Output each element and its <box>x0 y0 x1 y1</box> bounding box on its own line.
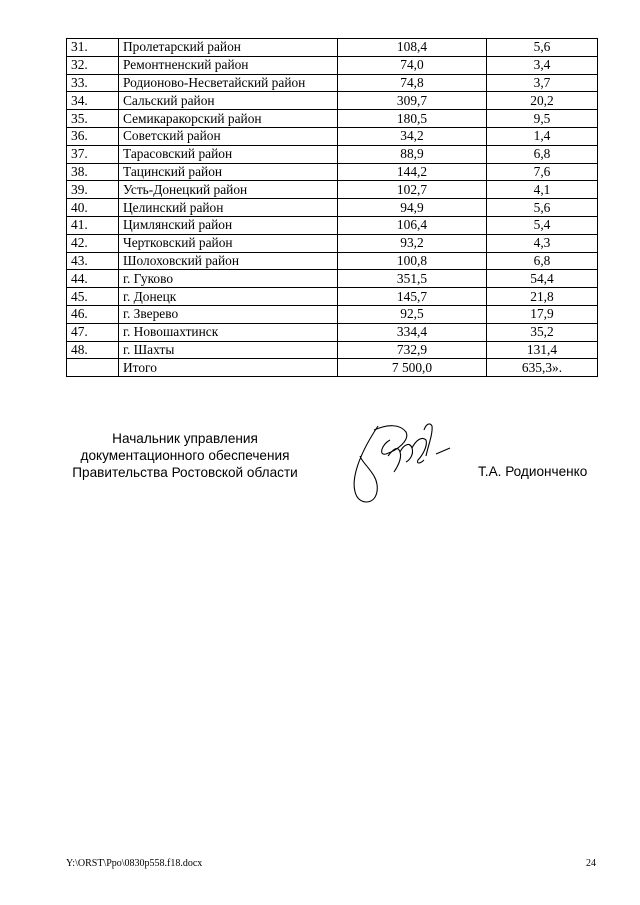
row-name: Советский район <box>119 127 338 145</box>
row-name: Шолоховский район <box>119 252 338 270</box>
row-value-1: 34,2 <box>338 127 487 145</box>
table-row <box>67 199 598 217</box>
page-number: 24 <box>586 858 596 869</box>
table-row <box>67 234 598 252</box>
handwritten-signature <box>338 416 458 511</box>
row-number: 48. <box>67 341 119 359</box>
row-name: Тацинский район <box>119 163 338 181</box>
table-row <box>67 252 598 270</box>
row-name: Цимлянский район <box>119 216 338 234</box>
signatory-position <box>60 430 310 481</box>
table-row <box>67 270 598 288</box>
row-value-2: 1,4 <box>487 127 598 145</box>
table-row <box>67 127 598 145</box>
row-name: Пролетарский район <box>119 39 338 57</box>
table-row <box>67 181 598 199</box>
row-value-2: 4,3 <box>487 234 598 252</box>
row-number: 36. <box>67 127 119 145</box>
row-number: 41. <box>67 216 119 234</box>
row-value-2: 131,4 <box>487 341 598 359</box>
row-value-2: 3,4 <box>487 56 598 74</box>
signatory-name: Т.А. Родионченко <box>478 464 588 479</box>
row-number: 44. <box>67 270 119 288</box>
row-value-2: 4,1 <box>487 181 598 199</box>
table-row <box>67 145 598 163</box>
position-line-2: документационного обеспечения <box>80 448 290 463</box>
row-value-1: 94,9 <box>338 199 487 217</box>
row-value-2: 635,3». <box>487 359 598 377</box>
row-value-2: 20,2 <box>487 92 598 110</box>
row-number: 39. <box>67 181 119 199</box>
row-value-1: 74,0 <box>338 56 487 74</box>
row-name: г. Новошахтинск <box>119 323 338 341</box>
footer-file-path: Y:\ORST\Ppo\0830p558.f18.docx <box>66 858 203 869</box>
row-value-1: 732,9 <box>338 341 487 359</box>
row-value-1: 145,7 <box>338 288 487 306</box>
row-value-2: 7,6 <box>487 163 598 181</box>
row-value-1: 7 500,0 <box>338 359 487 377</box>
row-number: 37. <box>67 145 119 163</box>
table-row <box>67 110 598 128</box>
table-row <box>67 341 598 359</box>
row-value-2: 5,4 <box>487 216 598 234</box>
row-value-1: 102,7 <box>338 181 487 199</box>
row-number: 38. <box>67 163 119 181</box>
row-value-2: 6,8 <box>487 252 598 270</box>
row-name: г. Донецк <box>119 288 338 306</box>
row-number: 32. <box>67 56 119 74</box>
row-value-1: 144,2 <box>338 163 487 181</box>
row-number: 31. <box>67 39 119 57</box>
row-value-1: 88,9 <box>338 145 487 163</box>
row-name: Семикаракорский район <box>119 110 338 128</box>
row-value-2: 35,2 <box>487 323 598 341</box>
row-value-2: 9,5 <box>487 110 598 128</box>
row-number: 33. <box>67 74 119 92</box>
row-value-1: 100,8 <box>338 252 487 270</box>
table-row <box>67 163 598 181</box>
row-value-1: 93,2 <box>338 234 487 252</box>
row-value-1: 106,4 <box>338 216 487 234</box>
table-row <box>67 288 598 306</box>
row-number <box>67 359 119 377</box>
table-body <box>67 39 598 377</box>
row-number: 35. <box>67 110 119 128</box>
row-name: Сальский район <box>119 92 338 110</box>
position-line-1: Начальник управления <box>112 431 258 446</box>
row-name: г. Зверево <box>119 305 338 323</box>
row-name: Чертковский район <box>119 234 338 252</box>
table-row <box>67 305 598 323</box>
row-name: Ремонтненский район <box>119 56 338 74</box>
regions-table <box>66 38 598 377</box>
row-number: 45. <box>67 288 119 306</box>
row-name: г. Гуково <box>119 270 338 288</box>
row-value-1: 74,8 <box>338 74 487 92</box>
row-value-1: 108,4 <box>338 39 487 57</box>
position-line-3: Правительства Ростовской области <box>72 465 298 480</box>
row-number: 40. <box>67 199 119 217</box>
row-value-2: 5,6 <box>487 39 598 57</box>
row-name: Целинский район <box>119 199 338 217</box>
row-value-2: 21,8 <box>487 288 598 306</box>
row-value-2: 54,4 <box>487 270 598 288</box>
row-value-1: 92,5 <box>338 305 487 323</box>
row-number: 34. <box>67 92 119 110</box>
row-value-2: 3,7 <box>487 74 598 92</box>
table-row <box>67 39 598 57</box>
table-row <box>67 74 598 92</box>
table-row <box>67 56 598 74</box>
row-name: г. Шахты <box>119 341 338 359</box>
row-name: Тарасовский район <box>119 145 338 163</box>
total-row <box>67 359 598 377</box>
row-value-2: 5,6 <box>487 199 598 217</box>
row-value-1: 309,7 <box>338 92 487 110</box>
row-value-1: 351,5 <box>338 270 487 288</box>
row-value-1: 334,4 <box>338 323 487 341</box>
row-value-2: 6,8 <box>487 145 598 163</box>
table-row <box>67 92 598 110</box>
row-number: 43. <box>67 252 119 270</box>
row-number: 46. <box>67 305 119 323</box>
row-value-2: 17,9 <box>487 305 598 323</box>
table-row <box>67 323 598 341</box>
row-number: 42. <box>67 234 119 252</box>
row-name: Родионово-Несветайский район <box>119 74 338 92</box>
row-name: Усть-Донецкий район <box>119 181 338 199</box>
row-name: Итого <box>119 359 338 377</box>
row-number: 47. <box>67 323 119 341</box>
row-value-1: 180,5 <box>338 110 487 128</box>
table-row <box>67 216 598 234</box>
